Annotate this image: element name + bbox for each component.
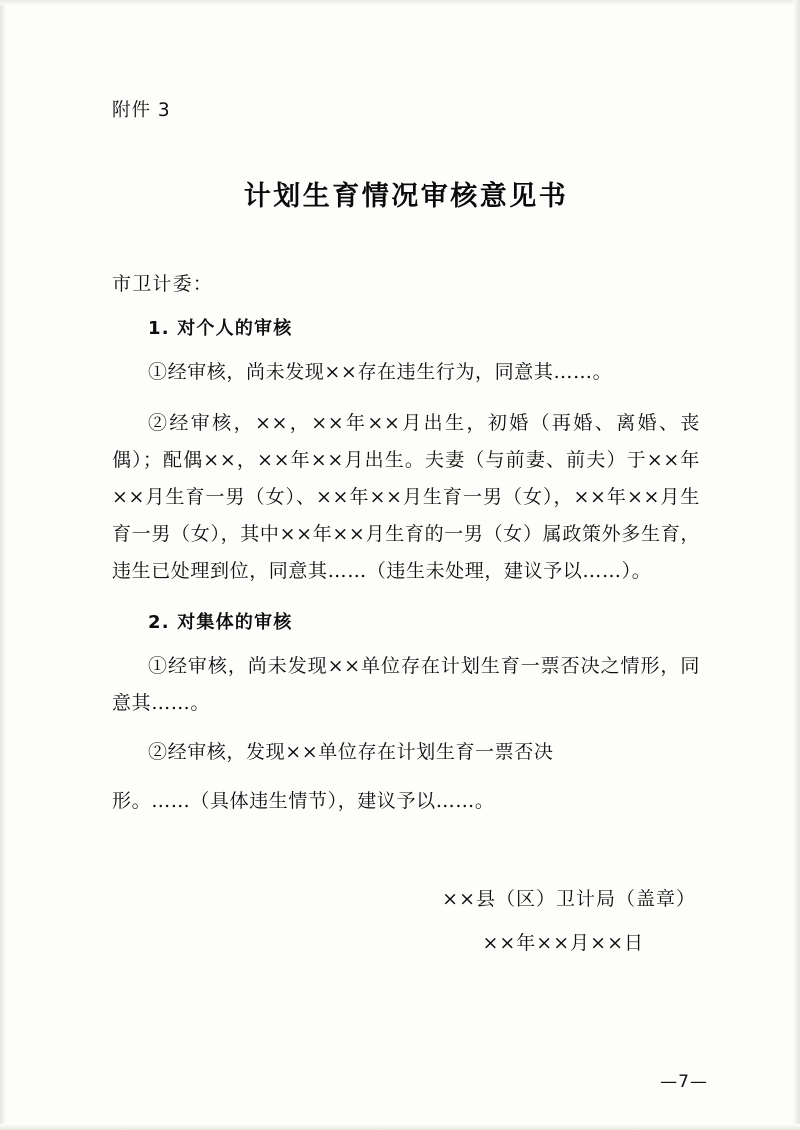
section-2-item-2: ②经审核，发现××单位存在计划生育一票否决 [148,741,554,764]
section-heading-individual: 1. 对个人的审核 [148,318,293,339]
page-edge-shadow-bottom [0,1124,800,1130]
page-edge-shadow-left [0,0,6,1130]
signature-organization: ××县（区）卫计局（盖章） [442,888,696,911]
signature-date: ××年××月××日 [482,932,644,955]
section-1-item-2: ②经审核，××，××年××月出生，初婚（再婚、离婚、丧偶）；配偶××，××年××月出生。夫妻（与前妻、前夫）于××年××月生育一男（女）、××年××月生育一男（女），××年××月生育一男（女），其中××年××月生育的一男（女）属政策外多生育，违生已处理到位，同意其……（违生未处理，建议予以……）。 [112,412,700,583]
page-edge-shadow-top [0,0,800,5]
page-number: —7— [660,1072,708,1092]
attachment-label: 附件 3 [112,100,171,121]
page-edge-shadow-right [793,0,800,1130]
section-1-item-1: ①经审核，尚未发现××存在违生行为，同意其……。 [148,361,613,383]
section-2-item-2-continued: 形。……（具体违生情节），建议予以……。 [112,790,495,813]
page-title: 计划生育情况审核意见书 [243,181,569,212]
signature-block [112,878,700,965]
salutation: 市卫计委： [112,273,214,295]
section-heading-collective: 2. 对集体的审核 [148,612,293,634]
document-content [112,96,700,966]
section-2-item-1: ①经审核，尚未发现××单位存在计划生育一票否决之情形，同意其……。 [112,655,700,715]
